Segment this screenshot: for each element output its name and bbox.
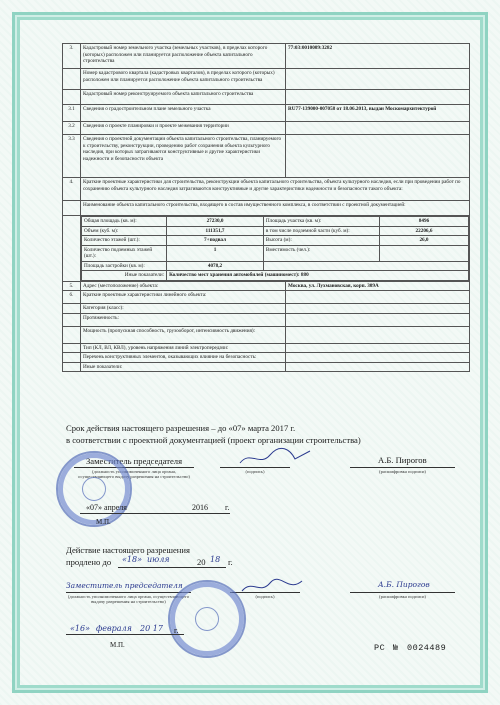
row-label: Адрес (местоположение) объекта: — [81, 281, 286, 291]
row-number: 3. — [63, 44, 81, 69]
row-label: Кадастровый номер реконструируемого объекта капитального строительства — [81, 90, 286, 105]
table-row — [63, 353, 470, 363]
param-label: Иные показатели: — [82, 271, 167, 281]
extension-name-caption: (расшифровка подписи) — [379, 594, 426, 599]
row-label: Краткие проектные характеристики линейного объекта: — [81, 291, 286, 304]
param-label: Объем (куб. м): — [82, 226, 167, 236]
param-value: 111351,7 — [167, 226, 264, 236]
table-row — [63, 122, 470, 135]
row-value: RU77-139000-007058 от 18.06.2013, выдан Москомархитектурой — [286, 105, 470, 122]
extension-year-prefix: 20 — [197, 557, 206, 567]
row-label: Тип (КЛ, ВЛ, КВЛ), уровень напряжения линий электропередачи: — [81, 343, 286, 353]
serial-series: РС — [374, 643, 386, 653]
extension-signature-caption: (подпись) — [255, 594, 275, 599]
parameters-table — [81, 216, 469, 281]
signer-name: А.Б. Пирогов — [378, 455, 427, 465]
param-label: Общая площадь (кв. м): — [82, 217, 167, 227]
extension-seal-stamp — [168, 580, 246, 658]
characteristics-table — [62, 43, 470, 372]
extension-month: июля — [147, 555, 170, 564]
row-label: Протяженность: — [81, 313, 286, 326]
extension-year-suffix: г. — [228, 557, 233, 567]
row-label: Сведения о градостроительном плане земельного участка — [81, 105, 286, 122]
issue-date-day: «07» апреля — [86, 503, 127, 512]
validity-project-line: в соответствии с проектной документацией (проект организации строительства) — [66, 435, 361, 445]
seal-mark: М.П. — [96, 518, 111, 526]
extension-seal-mark: М.П. — [110, 641, 125, 649]
table-row — [63, 90, 470, 105]
row-number: 3.3 — [63, 135, 81, 178]
issue-date-suffix: г. — [225, 503, 230, 512]
param-value: 27230,0 — [167, 217, 264, 227]
extension-date-month: февраля — [96, 624, 132, 633]
param-value: 7+подвал — [167, 236, 264, 246]
validity-line: Срок действия настоящего разрешения – до «07» марта 2017 г. — [66, 423, 296, 433]
official-seal-stamp — [56, 451, 132, 527]
row-label: Категория (класс): — [81, 304, 286, 314]
param-label: в том числе подземной части (куб. м): — [263, 226, 379, 236]
table-row — [63, 105, 470, 122]
row-number: 5. — [63, 281, 81, 291]
row-number: 6. — [63, 291, 81, 304]
param-value: 4078,2 — [167, 261, 264, 271]
param-label: Площадь застройки (кв. м): — [82, 261, 167, 271]
extension-title: Действие настоящего разрешения — [66, 545, 190, 555]
row-label: Номер кадастрового квартала (кадастровых кварталов), в пределах которого (которых) расположен или планируется расположение объекта капитального строительства — [81, 69, 286, 90]
table-row — [63, 201, 470, 216]
serial-number-sign: № — [393, 643, 399, 653]
signer-title: Заместитель председателя — [86, 456, 183, 466]
table-row — [63, 291, 470, 304]
row-number: 4. — [63, 178, 81, 201]
param-value: 1 — [167, 245, 264, 261]
row-label: Сведения о проекте планировки и проекте межевания территории — [81, 122, 286, 135]
row-label: Сведения о проектной документации объекта капитального строительства, планируемого к строительству, реконструкции, проведению работ сохранения объекта культурного наследия, при которых затрагиваются конструктивные и другие характеристики надежности и безопасности объекта — [81, 135, 286, 178]
table-row — [63, 135, 470, 178]
param-value: 22206,6 — [379, 226, 468, 236]
table-row — [63, 69, 470, 90]
extension-date-suffix: г. — [174, 626, 179, 635]
param-label: Площадь участка (кв. м): — [263, 217, 379, 227]
table-row — [63, 343, 470, 353]
row-value: Москва, ул. Лухмановская, корп. 309А — [286, 281, 470, 291]
name-caption: (расшифровка подписи) — [379, 469, 426, 474]
extension-year: 18 — [210, 555, 221, 564]
table-row — [63, 44, 470, 69]
param-label: Вместимость (чел.): — [263, 245, 379, 261]
param-label: Высота (м): — [263, 236, 379, 246]
row-number: 3.2 — [63, 122, 81, 135]
table-row — [63, 304, 470, 314]
extension-day: «18» — [122, 555, 142, 564]
extension-date-year: 20 17 — [140, 624, 163, 633]
param-value: Количество мест хранения автомобилей (машиномест): 880 — [167, 271, 469, 281]
param-value: 26,0 — [379, 236, 468, 246]
param-label: Количество этажей (шт.): — [82, 236, 167, 246]
signer-position-caption: (должность уполномоченного лица органа, осуществляющего выдачу разрешения на строительство) — [78, 469, 190, 480]
extension-signer-name: А.Б. Пирогов — [378, 580, 430, 589]
signature-caption: (подпись) — [245, 469, 265, 474]
table-row — [63, 178, 470, 201]
table-row — [63, 326, 470, 343]
row-label: Иные показатели: — [81, 362, 286, 372]
extension-prefix: продлено до — [66, 557, 112, 567]
serial-number: 0024489 — [407, 643, 447, 653]
row-label: Мощность (пропускная способность, грузооборот, интенсивность движения): — [81, 326, 286, 343]
row-number: 3.1 — [63, 105, 81, 122]
table-row — [63, 281, 470, 291]
table-row — [63, 362, 470, 372]
issue-date-year: 2016 — [192, 503, 208, 512]
parameters-row — [63, 216, 470, 282]
extension-signature — [238, 575, 308, 599]
param-value — [379, 245, 468, 261]
object-name-label: Наименование объекта капитального строительства, входящего в состав имущественного комплекса, в соответствии с проектной документацией: — [81, 201, 470, 216]
row-label: Перечень конструктивных элементов, оказывающих влияние на безопасность: — [81, 353, 286, 363]
row-value: 77:03:0010009:3282 — [286, 44, 470, 69]
extension-signer-title: Заместитель председателя — [66, 581, 183, 590]
extension-date-day: «16» — [70, 624, 90, 633]
signature — [235, 445, 315, 469]
param-value: 8496 — [379, 217, 468, 227]
row-label: Краткие проектные характеристики для строительства, реконструкции объекта капитального строительства, объекта культурного наследия, если при проведении работ по сохранению объекта культурного наследия затрагиваются конструктивные и другие характеристики надежности и безопасности такого объекта: — [81, 178, 470, 201]
param-label: Количество подземных этажей (шт.): — [82, 245, 167, 261]
table-row — [63, 313, 470, 326]
extension-position-caption: (должность уполномоченного лица органа, осуществляющего выдачу разрешения на строительство) — [67, 594, 190, 605]
row-label: Кадастровый номер земельного участка (земельных участков), в пределах которого (которых) расположен или планируется расположение объекта капитального строительства — [81, 44, 286, 69]
